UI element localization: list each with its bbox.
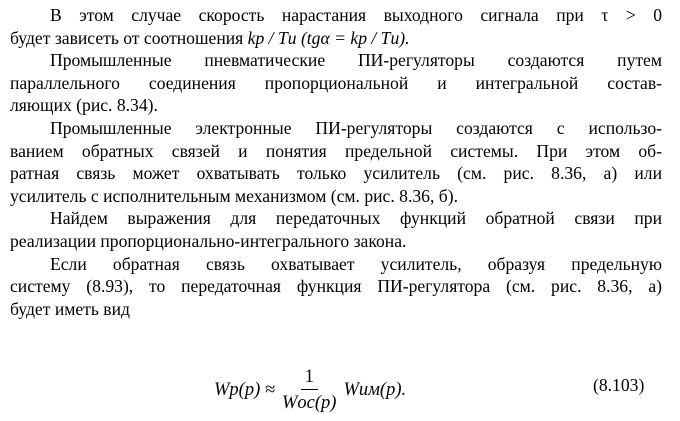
paragraph-2-line-2: параллельного соединения пропорциональной и интегральной состав- bbox=[10, 72, 662, 93]
document-body bbox=[10, 4, 662, 320]
paragraph-5-line-3: будет иметь вид bbox=[10, 298, 130, 319]
equation-numerator: 1 bbox=[301, 366, 318, 390]
paragraph-4-line-1: Найдем выражения для передаточных функций обратной связи при bbox=[50, 208, 662, 229]
paragraph-2-line-1: Промышленные пневматические ПИ-регуляторы создаются путем bbox=[50, 50, 662, 71]
inline-math-ratio: kр / Tи bbox=[247, 27, 297, 48]
equation-lhs: Wр(p) ≈ bbox=[214, 379, 276, 400]
paragraph-3-line-4: усилитель с исполнительным механизмом (см. рис. 8.36, б). bbox=[10, 185, 458, 206]
equation-denominator: Wос(p) bbox=[282, 392, 337, 413]
paragraph-1-text: будет зависеть от соотношения bbox=[10, 27, 244, 48]
paragraph-3-line-3: ратная связь может охватывать только усилитель (см. рис. 8.36, а) или bbox=[10, 163, 662, 184]
equation bbox=[214, 362, 406, 418]
equation-rhs: Wим(p). bbox=[343, 379, 407, 400]
equation-fraction bbox=[278, 366, 340, 415]
equation-number: (8.103) bbox=[593, 375, 645, 395]
paragraph-5-line-1: Если обратная связь охватывает усилитель, образуя предельную bbox=[50, 253, 662, 274]
paragraph-2-line-3: ляющих (рис. 8.34). bbox=[10, 95, 158, 116]
equation-block bbox=[0, 358, 680, 418]
paragraph-3-line-1: Промышленные электронные ПИ-регуляторы создаются с использо- bbox=[50, 117, 662, 138]
paragraph-3-line-2: ванием обратных связей и понятия предельной системы. При этом об- bbox=[10, 140, 662, 161]
paragraph-1-line-1: В этом случае скорость нарастания выходного сигнала при τ > 0 bbox=[50, 5, 662, 25]
inline-math-tg: (tgα = kр / Tи). bbox=[300, 27, 410, 48]
paragraph-5-line-2: систему (8.93), то передаточная функция ПИ-регулятора (см. рис. 8.36, а) bbox=[10, 276, 662, 297]
paragraph-1-line-2 bbox=[10, 27, 662, 50]
paragraph-4-line-2: реализации пропорционально-интегрального закона. bbox=[10, 230, 407, 251]
